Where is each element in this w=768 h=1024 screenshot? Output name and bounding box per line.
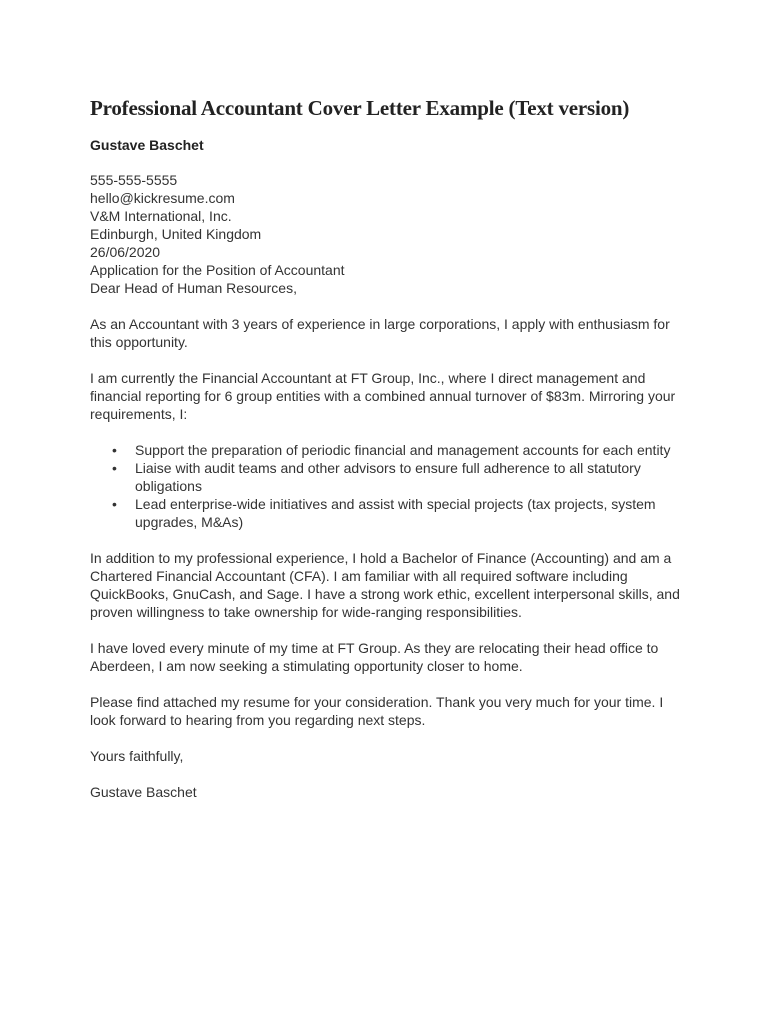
letter-date: 26/06/2020 — [90, 244, 161, 260]
email-address: hello@kickresume.com — [90, 190, 235, 206]
signature-name: Gustave Baschet — [90, 784, 197, 800]
contact-block — [90, 171, 690, 297]
closing-paragraph: Please find attached my resume for your consideration. Thank you very much for your time. I look forward to hearing from you regarding next steps. — [90, 694, 664, 728]
bullet-icon: • — [112, 460, 117, 476]
list-item — [90, 459, 675, 495]
subject-line: Application for the Position of Accountant — [90, 262, 345, 278]
list-item-text: Lead enterprise-wide initiatives and assist with special projects (tax projects, system upgrades, M&As) — [135, 496, 656, 530]
list-item-text: Liaise with audit teams and other advisors to ensure full adherence to all statutory obligations — [135, 460, 641, 494]
bullet-icon: • — [112, 496, 117, 512]
sign-off: Yours faithfully, — [90, 748, 184, 764]
phone-number: 555-555-5555 — [90, 172, 178, 188]
company-name: V&M International, Inc. — [90, 208, 232, 224]
document-title: Professional Accountant Cover Letter Example (Text version) — [90, 96, 630, 120]
list-item — [90, 495, 675, 531]
qualifications-paragraph: In addition to my professional experience, I hold a Bachelor of Finance (Accounting) and am a Chartered Financial Accountant (CFA). I am familiar with all required software including QuickBooks, GnuCash, and Sage. I have a strong work ethic, excellent interpersonal skills, and proven willingness to take ownership for wide-ranging responsibilities. — [90, 550, 680, 620]
relocation-paragraph: I have loved every minute of my time at FT Group. As they are relocating their head office to Aberdeen, I am now seeking a stimulating opportunity closer to home. — [90, 640, 659, 674]
location: Edinburgh, United Kingdom — [90, 226, 262, 242]
bullet-icon: • — [112, 442, 117, 458]
experience-paragraph: I am currently the Financial Accountant at FT Group, Inc., where I direct management and financial reporting for 6 group entities with a combined annual turnover of $83m. Mirroring your requirements, I: — [90, 370, 676, 422]
letter-content — [90, 94, 690, 801]
list-item-text: Support the preparation of periodic financial and management accounts for each entity — [135, 442, 671, 458]
responsibilities-list — [90, 441, 690, 531]
intro-paragraph: As an Accountant with 3 years of experience in large corporations, I apply with enthusiasm for this opportunity. — [90, 316, 670, 350]
salutation: Dear Head of Human Resources, — [90, 280, 297, 296]
sender-name: Gustave Baschet — [90, 137, 204, 153]
list-item — [90, 441, 675, 459]
